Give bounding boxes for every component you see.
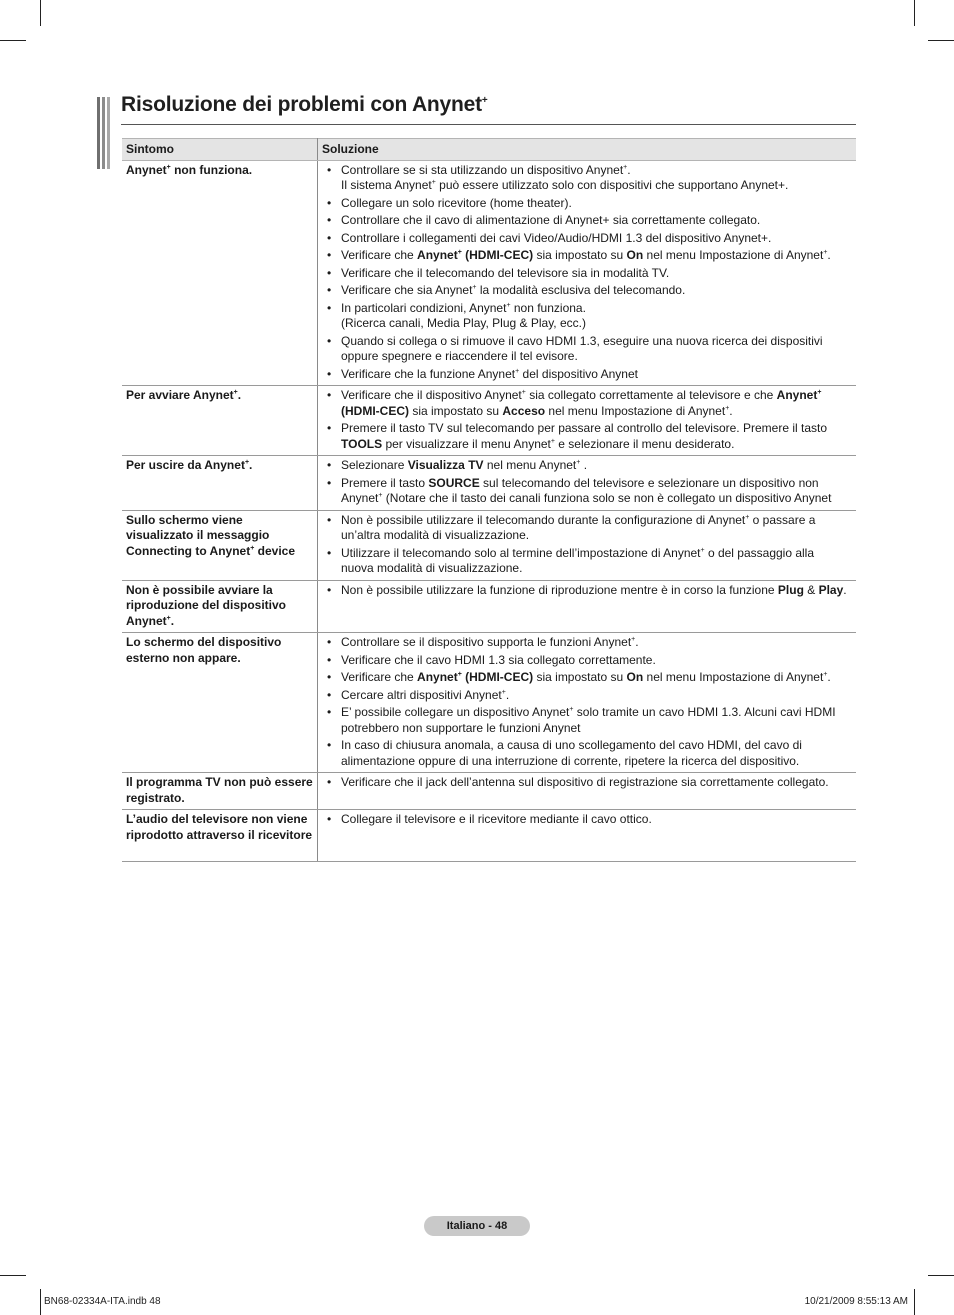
solution-cell [318, 580, 857, 633]
crop-mark [40, 1289, 41, 1315]
text-run: Il programma TV non può essere registrato. [126, 775, 313, 805]
text-run: Controllare che il cavo di alimentazione di Anynet+ sia correttamente collegato. [341, 213, 761, 227]
solution-line [341, 421, 848, 452]
text-run: Verificare che sia Anynet [341, 283, 473, 297]
solution-line [341, 266, 848, 282]
superscript-plus: + [823, 671, 828, 678]
text-run [627, 248, 644, 262]
table-header-row [122, 139, 856, 161]
text-run: E’ possibile collegare un dispositivo Anynet [341, 705, 570, 719]
text-run [533, 670, 626, 684]
text-run: nel menu Impostazione di Anynet [545, 403, 726, 418]
text-run: o del passaggio alla nuova modalità di visualizzazione. [341, 545, 815, 575]
text-run: del dispositivo Anynet [519, 366, 638, 381]
superscript-plus: + [631, 636, 636, 643]
superscript-plus: + [576, 459, 581, 466]
text-run: sia impostato su [409, 403, 503, 418]
text-run: . [635, 635, 639, 649]
crop-mark [928, 40, 954, 41]
crop-mark [0, 40, 26, 41]
text-run [341, 688, 509, 702]
text-run [341, 334, 823, 364]
superscript-plus: + [550, 437, 555, 445]
text-run [778, 583, 804, 597]
solution-line [341, 653, 848, 669]
text-run: . [827, 670, 831, 684]
solution-item [322, 812, 848, 828]
text-run [533, 248, 626, 262]
text-run: In caso di chiusura anomala, a causa di uno scollegamento del cavo HDMI, del cavo di alimentazione oppure di una interruzione di corrente, ripetere la ricerca del dispositivo. [341, 738, 802, 768]
text-run: Verificare che [341, 670, 418, 684]
crop-mark [0, 1275, 26, 1276]
text-run [545, 404, 733, 418]
text-run [126, 812, 312, 842]
text-run [341, 476, 428, 490]
text-run: . [827, 248, 831, 262]
text-run [341, 367, 638, 381]
text-run [341, 635, 639, 649]
solution-list [322, 635, 848, 769]
text-run [341, 388, 777, 402]
text-run: sia impostato su [533, 248, 627, 262]
solution-line [341, 583, 848, 599]
superscript-plus: + [521, 389, 526, 396]
solution-cell [318, 773, 857, 810]
solution-item [322, 231, 848, 247]
table-row [122, 810, 856, 862]
solution-line [341, 513, 848, 544]
table-row [122, 633, 856, 773]
troubleshooting-table [122, 138, 856, 862]
text-run: . [843, 582, 847, 597]
text-run: Non è possibile avviare la riproduzione del dispositivo Anynet [126, 582, 287, 628]
text-run: In particolari condizioni, Anynet [341, 300, 507, 315]
text-run: (HDMI-CEC) [461, 670, 534, 684]
text-run [341, 178, 788, 192]
text-run [409, 404, 502, 418]
solution-item [322, 513, 848, 544]
text-run [818, 582, 847, 597]
table-row [122, 773, 856, 810]
superscript-plus: + [700, 546, 705, 554]
text-run [341, 812, 652, 826]
text-run [417, 670, 533, 684]
text-run: o passare a un’altra modalità di visualizzazione. [341, 512, 816, 542]
text-run: sia collegato correttamente al televisore e che [525, 388, 777, 402]
symptom-cell [122, 510, 318, 580]
superscript-plus: + [431, 179, 436, 186]
text-run: per visualizzare il menu Anynet [382, 436, 551, 451]
solution-line [341, 301, 848, 317]
text-run: SOURCE [428, 475, 480, 490]
text-run: . [729, 403, 733, 418]
solution-item [322, 583, 848, 599]
superscript-plus: + [725, 404, 730, 412]
text-run [484, 458, 588, 472]
text-run: Controllare se si sta utilizzando un dispositivo Anynet [341, 162, 624, 177]
text-run [341, 653, 656, 667]
symptom-cell [122, 456, 318, 511]
text-run [126, 513, 295, 558]
text-run [126, 388, 241, 402]
text-run: On [626, 248, 644, 262]
text-run: Anynet [126, 162, 167, 177]
solution-item [322, 635, 848, 651]
table-row [122, 456, 856, 511]
text-run [341, 301, 586, 315]
text-run [428, 476, 479, 490]
text-run: Sullo schermo viene visualizzato il messaggio Connecting to Anynet [126, 512, 270, 558]
solution-line [341, 705, 848, 736]
text-run: Premere il tasto TV sul telecomando per passare al controllo del televisore. Premere il tasto [341, 421, 828, 435]
solution-item [322, 266, 848, 282]
superscript-plus: + [506, 301, 511, 309]
solution-line [341, 738, 848, 769]
text-run [627, 670, 644, 684]
solution-line [341, 812, 848, 828]
text-run [126, 458, 252, 472]
text-run: Acceso [502, 403, 546, 418]
solution-line [341, 670, 848, 686]
superscript-plus: + [378, 492, 383, 499]
crop-mark [914, 1289, 915, 1315]
table-row [122, 160, 856, 386]
solution-item [322, 738, 848, 769]
text-run: Controllare i collegamenti dei cavi Video/Audio/HDMI 1.3 del dispositivo Anynet+. [341, 230, 772, 245]
page-title: Risoluzione dei problemi con Anynet+ [121, 93, 488, 116]
superscript-plus: + [745, 513, 750, 521]
text-run [341, 738, 802, 768]
solution-line [341, 213, 848, 229]
text-run [341, 546, 814, 576]
column-header-symptom: Sintomo [122, 139, 318, 161]
text-run [341, 437, 382, 451]
text-run: sul telecomando del televisore e selezionare un dispositivo non Anynet [341, 475, 819, 505]
text-run: Cercare altri dispositivi Anynet [341, 687, 502, 702]
text-run [341, 316, 586, 330]
solution-item [322, 458, 848, 474]
solution-list [322, 513, 848, 577]
solution-item [322, 653, 848, 669]
table-body [122, 160, 856, 862]
text-run: Collegare un solo ricevitore (home theater). [341, 195, 572, 210]
solution-item [322, 688, 848, 704]
text-run: . [627, 162, 631, 177]
text-run: nel menu Impostazione di Anynet [643, 248, 824, 262]
superscript-plus: + [233, 389, 238, 396]
text-run [341, 775, 829, 789]
solution-item [322, 163, 848, 194]
text-run [341, 163, 631, 177]
solution-line [341, 688, 848, 704]
file-info: BN68-02334A-ITA.indb 48 [44, 1296, 161, 1307]
text-run: (HDMI-CEC) [341, 403, 409, 418]
text-run: non funziona. [170, 162, 253, 177]
solution-item [322, 248, 848, 264]
text-run: Verificare che il dispositivo Anynet [341, 388, 522, 402]
superscript-plus: + [501, 688, 506, 696]
symptom-cell [122, 810, 318, 862]
solution-item [322, 705, 848, 736]
symptom-cell [122, 773, 318, 810]
solution-line [341, 546, 848, 577]
solution-line [341, 178, 848, 194]
solution-list [322, 388, 848, 452]
text-run: Per avviare Anynet [126, 388, 234, 402]
text-run: può essere utilizzato solo con dispositivi che supportano Anynet+. [435, 178, 789, 192]
text-run [341, 421, 827, 435]
text-run: nel menu Anynet [483, 458, 577, 472]
superscript-plus: + [166, 163, 171, 171]
text-run: Il sistema Anynet [341, 178, 432, 192]
text-run [341, 248, 417, 262]
solution-line [341, 458, 848, 474]
superscript-plus: + [623, 163, 628, 171]
superscript-plus: + [472, 284, 477, 291]
text-run: . [249, 458, 253, 472]
text-run [126, 775, 313, 805]
solution-item [322, 283, 848, 299]
text-run [126, 163, 252, 177]
text-run [417, 248, 533, 262]
text-run: sia impostato su [533, 670, 627, 684]
solution-line [341, 388, 848, 419]
superscript-plus: + [823, 249, 828, 256]
text-run: Verificare che il telecomando del televisore sia in modalità TV. [341, 265, 670, 280]
text-run [341, 670, 417, 684]
solution-cell [318, 456, 857, 511]
solution-item [322, 213, 848, 229]
text-run [643, 670, 831, 684]
solution-line [341, 196, 848, 212]
text-run: Lo schermo del dispositivo esterno non appare. [126, 635, 282, 665]
symptom-cell [122, 633, 318, 773]
text-run [804, 583, 819, 597]
text-run: la modalità esclusiva del telecomando. [476, 283, 686, 297]
solution-line [341, 248, 848, 264]
text-run [341, 213, 760, 227]
solution-line [341, 476, 848, 507]
text-run: Non è possibile utilizzare il telecomando durante la configurazione di Anynet [341, 512, 746, 527]
text-run: . [580, 458, 588, 472]
superscript-plus: + [250, 544, 255, 552]
symptom-cell [122, 160, 318, 386]
text-run: (Ricerca canali, Media Play, Plug & Play, ecc.) [341, 316, 586, 330]
text-run: Anynet [417, 670, 458, 684]
text-run [341, 583, 778, 597]
superscript-plus: + [457, 249, 462, 256]
text-run: Verificare che [341, 248, 418, 262]
solution-item [322, 388, 848, 419]
crop-mark [40, 0, 41, 26]
superscript-plus: + [457, 671, 462, 678]
solution-list [322, 163, 848, 383]
solution-cell [318, 510, 857, 580]
text-run: Non è possibile utilizzare la funzione di riproduzione mentre è in corso la funzione [341, 582, 778, 597]
table-row [122, 580, 856, 633]
solution-item [322, 476, 848, 507]
text-run [341, 705, 836, 735]
solution-item [322, 670, 848, 686]
text-run [341, 231, 771, 245]
text-run: Verificare che la funzione Anynet [341, 366, 516, 381]
text-run: Quando si collega o si rimuove il cavo HDMI 1.3, eseguire una nuova ricerca dei dispositivi oppure spegnere e riaccendere il tel evisore. [341, 333, 823, 363]
superscript-plus: + [569, 706, 574, 713]
solution-line [341, 163, 848, 179]
solution-list [322, 812, 848, 828]
text-run [382, 437, 734, 451]
text-run: Play [818, 582, 844, 597]
title-rule [121, 124, 856, 125]
text-run: Controllare se il dispositivo supporta le funzioni Anynet [341, 635, 632, 649]
solution-cell [318, 633, 857, 773]
text-run: Anynet [417, 248, 458, 262]
solution-line [341, 367, 848, 383]
text-run: Plug [777, 582, 804, 597]
text-run: Premere il tasto [341, 475, 429, 490]
solution-list [322, 583, 848, 599]
text-run [341, 513, 815, 543]
text-run: . [170, 613, 175, 628]
text-run [126, 635, 281, 665]
superscript-plus: + [515, 367, 520, 375]
text-run: (HDMI-CEC) [461, 248, 534, 262]
solution-item [322, 546, 848, 577]
text-run [341, 458, 408, 472]
text-run: Selezionare [341, 458, 408, 472]
solution-line [341, 775, 848, 791]
text-run [643, 248, 831, 262]
text-run: L’audio del televisore non viene riprodotto attraverso il ricevitore [126, 812, 313, 842]
solution-cell [318, 160, 857, 386]
text-run: solo tramite un cavo HDMI 1.3. Alcuni cavi HDMI potrebbero non supportare le funzioni Anynet [341, 705, 836, 735]
solution-item [322, 301, 848, 332]
superscript-plus: + [166, 614, 171, 622]
text-run [502, 404, 545, 418]
solution-item [322, 196, 848, 212]
text-run: (Notare che il tasto dei canali funziona solo se non è collegato un dispositivo Anynet [382, 491, 832, 505]
symptom-cell [122, 580, 318, 633]
text-run: & [803, 582, 819, 597]
superscript-plus: + [817, 389, 822, 396]
text-run: Per uscire da Anynet [126, 458, 245, 472]
solution-line [341, 635, 848, 651]
solution-item [322, 775, 848, 791]
solution-cell [318, 386, 857, 456]
solution-list [322, 458, 848, 507]
text-run [341, 283, 685, 297]
crop-mark [928, 1275, 954, 1276]
text-run: Verificare che il jack dell’antenna sul dispositivo di registrazione sia correttamente collegato. [341, 775, 829, 789]
text-run: Anynet [776, 388, 818, 402]
text-run: e selezionare il menu desiderato. [554, 436, 735, 451]
solution-line [341, 316, 848, 332]
text-run: On [626, 670, 644, 684]
text-run [341, 266, 669, 280]
solution-item [322, 367, 848, 383]
text-run: Collegare il televisore e il ricevitore mediante il cavo ottico. [341, 812, 652, 826]
print-timestamp: 10/21/2009 8:55:13 AM [804, 1296, 908, 1307]
text-run: TOOLS [341, 436, 383, 451]
symptom-cell [122, 386, 318, 456]
text-run: non funziona. [510, 300, 586, 315]
text-run [341, 196, 572, 210]
solution-line [341, 231, 848, 247]
table-row [122, 386, 856, 456]
solution-line [341, 334, 848, 365]
text-run: device [254, 543, 296, 558]
text-run: Verificare che il cavo HDMI 1.3 sia collegato correttamente. [341, 652, 656, 667]
page-number-badge: Italiano - 48 [424, 1216, 530, 1236]
title-decoration-bars [97, 97, 111, 169]
solution-item [322, 421, 848, 452]
text-run [126, 583, 286, 628]
text-run: nel menu Impostazione di Anynet [643, 670, 824, 684]
solution-item [322, 334, 848, 365]
column-header-solution: Soluzione [318, 139, 857, 161]
text-run [843, 583, 846, 597]
text-run: . [505, 687, 510, 702]
text-run [408, 458, 484, 472]
solution-list [322, 775, 848, 791]
text-run: . [237, 388, 242, 402]
solution-line [341, 283, 848, 299]
text-run: Utilizzare il telecomando solo al termine dell’impostazione di Anynet [341, 545, 701, 560]
solution-cell [318, 810, 857, 862]
table-row [122, 510, 856, 580]
superscript-plus: + [244, 459, 250, 466]
crop-mark [914, 0, 915, 26]
text-run: Visualizza TV [407, 458, 484, 472]
